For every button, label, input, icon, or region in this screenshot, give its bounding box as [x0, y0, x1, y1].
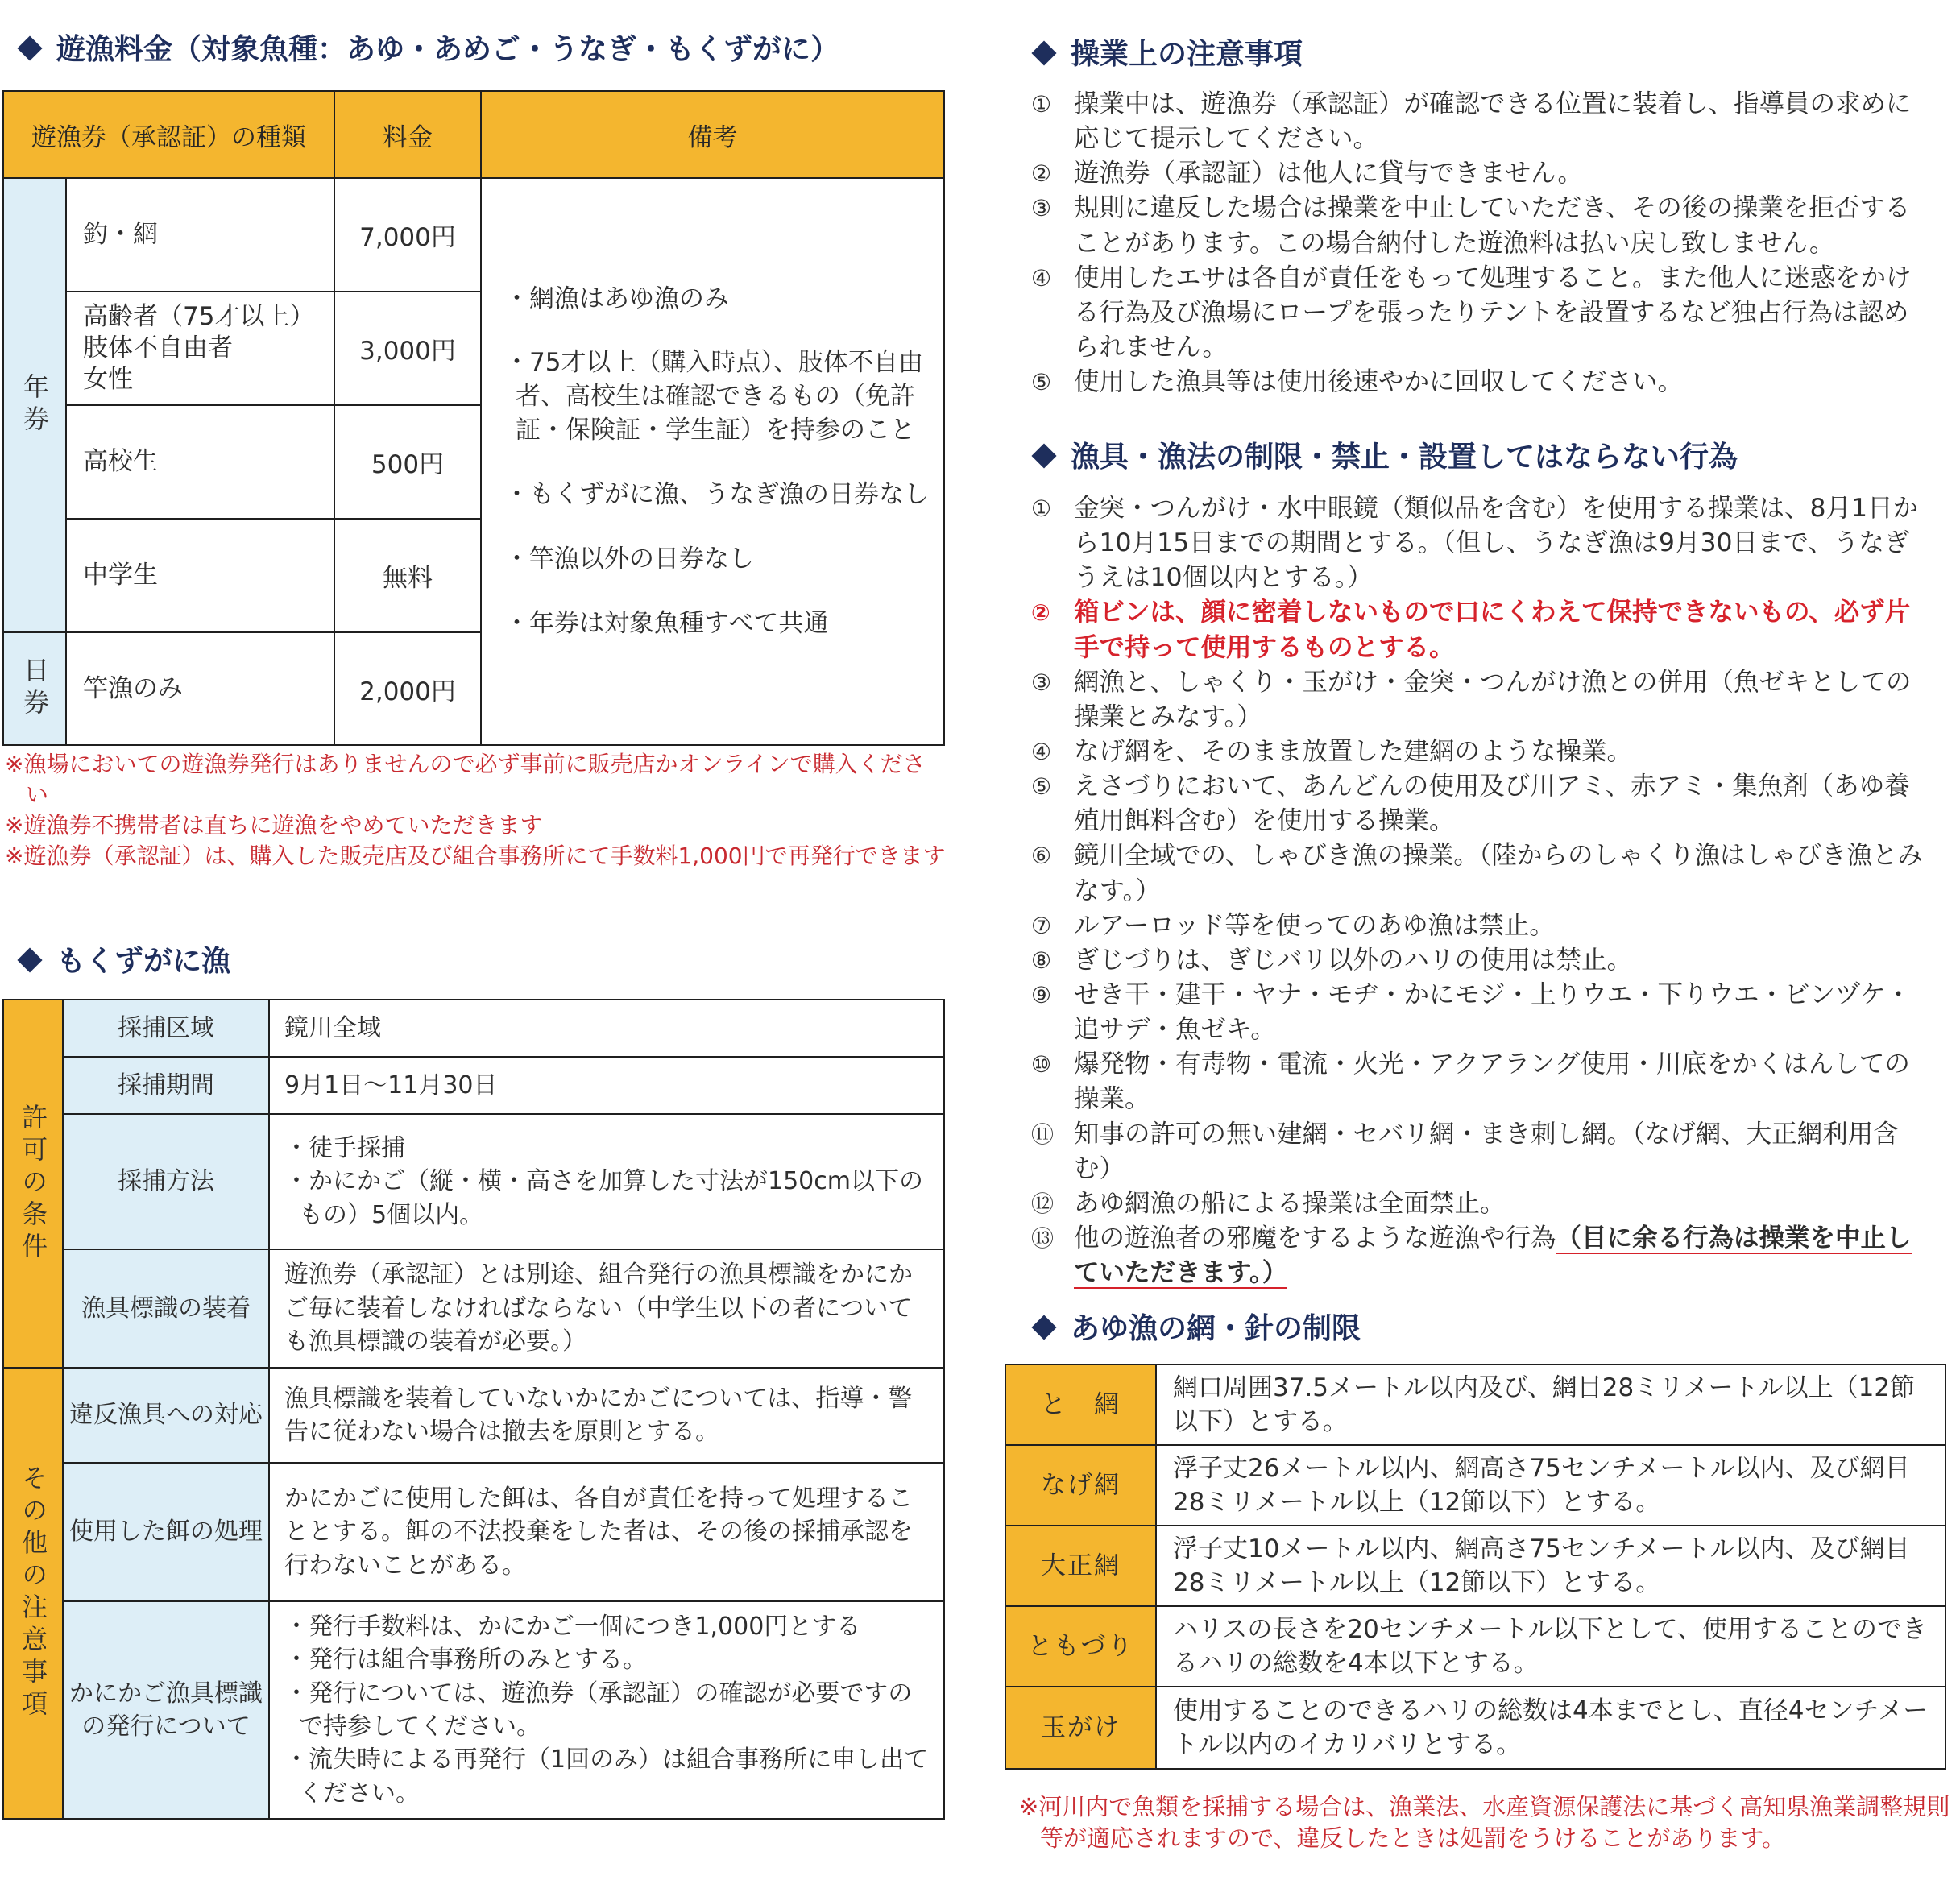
crab-table [2, 999, 945, 1820]
diamond-icon [1031, 40, 1056, 65]
net-type-label: 大正網 [1005, 1526, 1156, 1606]
diamond-icon [17, 947, 42, 972]
note: ※漁場においての遊漁券発行はありませんので必ず事前に販売店かオンラインで購入ください [5, 751, 926, 809]
diamond-icon [17, 35, 42, 60]
net-type-label: ともづり [1005, 1606, 1156, 1687]
net-row [1005, 1687, 1945, 1769]
row-label: 漁具標識の装着 [63, 1249, 269, 1368]
remark: ・もくずがに漁、うなぎ漁の日券なし [504, 479, 929, 509]
list-item: ⑤ えさづりにおいて、あんどんの使用及び川アミ、赤アミ・集魚剤（あゆ養殖用餌料含む）を使用する操業。 [1031, 772, 1910, 836]
net-row [1005, 1364, 1945, 1445]
fee-notes [5, 749, 947, 872]
legal-note: ※河川内で魚類を採捕する場合は、漁業法、水産資源保護法に基づく高知県漁業調整規則等が適応されますので、違反したときは処罰をうけることがあります。 [1019, 1793, 1950, 1853]
ticket-type: 釣・網 [66, 178, 334, 292]
fee-table [2, 90, 945, 746]
fee-remarks [481, 178, 944, 745]
permit-conditions-label: 許可の条件 [3, 1000, 63, 1368]
crab-row [3, 1000, 944, 1057]
net-row [1005, 1445, 1945, 1526]
other-notes-label: その他の注意事項 [3, 1368, 63, 1819]
list-item: ③ 規則に違反した場合は操業を中止していただき、その後の操業を拒否することがあります。この場合納付した遊漁料は払い戻し致しません。 [1031, 193, 1911, 258]
ticket-fee: 7,000円 [334, 178, 481, 292]
list-item: ⑬ 他の遊漁者の邪魔をするような遊漁や行為（目に余る行為は操業を中止していただきます。） [1031, 1223, 1912, 1288]
row-label: 採捕期間 [63, 1057, 269, 1114]
ticket-type: 中学生 [66, 519, 334, 632]
list-item: ④ なげ網を、そのまま放置した建網のような操業。 [1031, 736, 1633, 766]
diamond-icon [1031, 443, 1056, 468]
ticket-type: 高齢者（75才以上） 肢体不自由者 女性 [66, 292, 334, 405]
list-item: ⑫ あゆ網漁の船による操業は全面禁止。 [1031, 1188, 1506, 1218]
net-rule: 浮子丈26メートル以内、網高さ75センチメートル以内、及び網目28ミリメートル以上（12節以下）とする。 [1156, 1445, 1945, 1526]
remark: ・年券は対象魚種すべて共通 [504, 608, 829, 638]
ticket-fee: 無料 [334, 519, 481, 632]
net-rule: ハリスの長さを20センチメートル以下として、使用することのできるハリの総数を4本以下とする。 [1156, 1606, 1945, 1687]
fee-header-row [3, 91, 944, 178]
crab-row [3, 1057, 944, 1114]
row-content: かにかごに使用した餌は、各自が責任を持って処理することとする。餌の不法投棄をした者は、その後の採捕承認を行わないことがある。 [269, 1463, 944, 1601]
col-header-type: 遊漁券（承認証）の種類 [3, 91, 334, 178]
list-item: ⑩ 爆発物・有毒物・電流・火光・アクアラング使用・川底をかくはんしての操業。 [1031, 1050, 1910, 1114]
row-content: 漁具標識を装着していないかにかごについては、指導・警告に従わない場合は撤去を原則とする。 [269, 1368, 944, 1463]
ticket-type: 高校生 [66, 405, 334, 519]
crab-row [3, 1601, 944, 1819]
note: ※遊漁券不携帯者は直ちに遊漁をやめていただきます [5, 812, 543, 839]
list-item-highlighted: ② 箱ビンは、顔に密着しないもので口にくわえて保持できないもの、必ず片手で持って使用するものとする。 [1031, 598, 1911, 662]
list-item: ⑨ せき干・建干・ヤナ・モヂ・かにモジ・上りウエ・下りウエ・ビンヅケ・追サデ・魚ゼキ。 [1031, 979, 1912, 1045]
gear-heading: 漁具・漁法の制限・禁止・設置してはならない行為 [1029, 440, 1738, 474]
note: ※遊漁券（承認証）は、購入した販売店及び組合事務所にて手数料1,000円で再発行できます [5, 843, 946, 870]
row-label: 採捕方法 [63, 1114, 269, 1249]
net-rule: 網口周囲37.5メートル以内及び、網目28ミリメートル以上（12節以下）とする。 [1156, 1364, 1945, 1445]
crab-row [3, 1368, 944, 1463]
crab-heading: もくずがに漁 [15, 944, 230, 979]
net-type-label: と 網 [1005, 1364, 1156, 1445]
fee-row [3, 178, 944, 292]
annual-ticket-label: 年券 [3, 178, 66, 632]
list-item: ⑪ 知事の許可の無い建網・セバリ網・まき刺し網。（なげ網、大正網利用含む） [1031, 1119, 1899, 1183]
emphasis-underline: （目に余る行為は操業を中止していただきます。） [1074, 1223, 1912, 1288]
col-header-fee: 料金 [334, 91, 481, 178]
remark: ・竿漁以外の日券なし [504, 544, 754, 574]
row-content: 遊漁券（承認証）とは別途、組合発行の漁具標識をかにかご毎に装着しなければならない（中学生以下の者についても漁具標識の装着が必要。） [269, 1249, 944, 1368]
ops-list [1031, 87, 1933, 400]
ticket-fee: 2,000円 [334, 632, 481, 745]
crab-row [3, 1249, 944, 1368]
net-type-label: なげ網 [1005, 1445, 1156, 1526]
list-item: ⑥ 鏡川全域での、しゃびき漁の操業。（陸からのしゃくり漁はしゃびき漁とみなす。） [1031, 841, 1923, 905]
net-table [1005, 1364, 1946, 1770]
crab-row [3, 1463, 944, 1601]
net-heading: あゆ漁の網・針の制限 [1029, 1311, 1361, 1346]
daily-ticket-label: 日券 [3, 632, 66, 745]
ticket-fee: 3,000円 [334, 292, 481, 405]
remark: ・75才以上（購入時点）、肢体不自由者、高校生は確認できるもの（免許証・保険証・学生証）を持参のこと [504, 348, 923, 445]
col-header-remarks: 備考 [481, 91, 944, 178]
row-label: 採捕区域 [63, 1000, 269, 1057]
net-rule: 使用することのできるハリの総数は4本までとし、直径4センチメートル以内のイカリバリとする。 [1156, 1687, 1945, 1769]
list-item: ③ 網漁と、しゃくり・玉がけ・金突・つんがけ漁との併用（魚ゼキとしての操業とみなす。） [1031, 667, 1912, 731]
diamond-icon [1031, 1315, 1056, 1340]
net-type-label: 玉がけ [1005, 1687, 1156, 1769]
fee-heading: 遊漁料金（対象魚種：あゆ・あめご・うなぎ・もくずがに） [15, 32, 839, 67]
list-item: ⑧ ぎじづりは、ぎじバリ以外のハリの使用は禁止。 [1031, 945, 1633, 975]
remark: ・網漁はあゆ漁のみ [504, 284, 729, 313]
list-item: ① 操業中は、遊漁券（承認証）が確認できる位置に装着し、指導員の求めに応じて提示してください。 [1031, 89, 1912, 154]
row-label: 使用した餌の処理 [63, 1463, 269, 1601]
list-item: ⑦ ルアーロッド等を使ってのあゆ漁は禁止。 [1031, 910, 1555, 940]
row-content: 鏡川全域 [269, 1000, 944, 1057]
net-row [1005, 1606, 1945, 1687]
row-label: 違反漁具への対応 [63, 1368, 269, 1463]
net-rule: 浮子丈10メートル以内、網高さ75センチメートル以内、及び網目28ミリメートル以上（12節以下）とする。 [1156, 1526, 1945, 1606]
row-content: ・発行手数料は、かにかご一個につき1,000円とする ・発行は組合事務所のみとする。 ・発行については、遊漁券（承認証）の確認が必要ですので持参してください。 ・流失時による再発行（1回のみ）は組合事務所に申し出てください。 [269, 1601, 944, 1819]
ticket-fee: 500円 [334, 405, 481, 519]
gear-list [1031, 491, 1933, 1290]
list-item: ④ 使用したエサは各自が責任をもって処理すること。また他人に迷惑をかける行為及び漁場にロープを張ったりテントを設置するなど独占行為は認められません。 [1031, 263, 1912, 362]
list-item: ② 遊漁券（承認証）は他人に貸与できません。 [1031, 159, 1583, 188]
net-row [1005, 1526, 1945, 1606]
list-item: ① 金突・つんがけ・水中眼鏡（類似品を含む）を使用する操業は、8月1日から10月15日までの期間とする。（但し、うなぎ漁は9月30日まで、うなぎうえは10個以内とする。） [1031, 494, 1919, 593]
row-content: ・徒手採捕 ・かにかご（縦・横・高さを加算した寸法が150cm以下のもの）5個以内。 [269, 1114, 944, 1249]
ops-heading: 操業上の注意事項 [1029, 37, 1303, 72]
crab-row [3, 1114, 944, 1249]
list-item: ⑤ 使用した漁具等は使用後速やかに回収してください。 [1031, 367, 1684, 397]
ticket-type: 竿漁のみ [66, 632, 334, 745]
row-content: 9月1日～11月30日 [269, 1057, 944, 1114]
row-label: かにかご漁具標識の発行について [63, 1601, 269, 1819]
